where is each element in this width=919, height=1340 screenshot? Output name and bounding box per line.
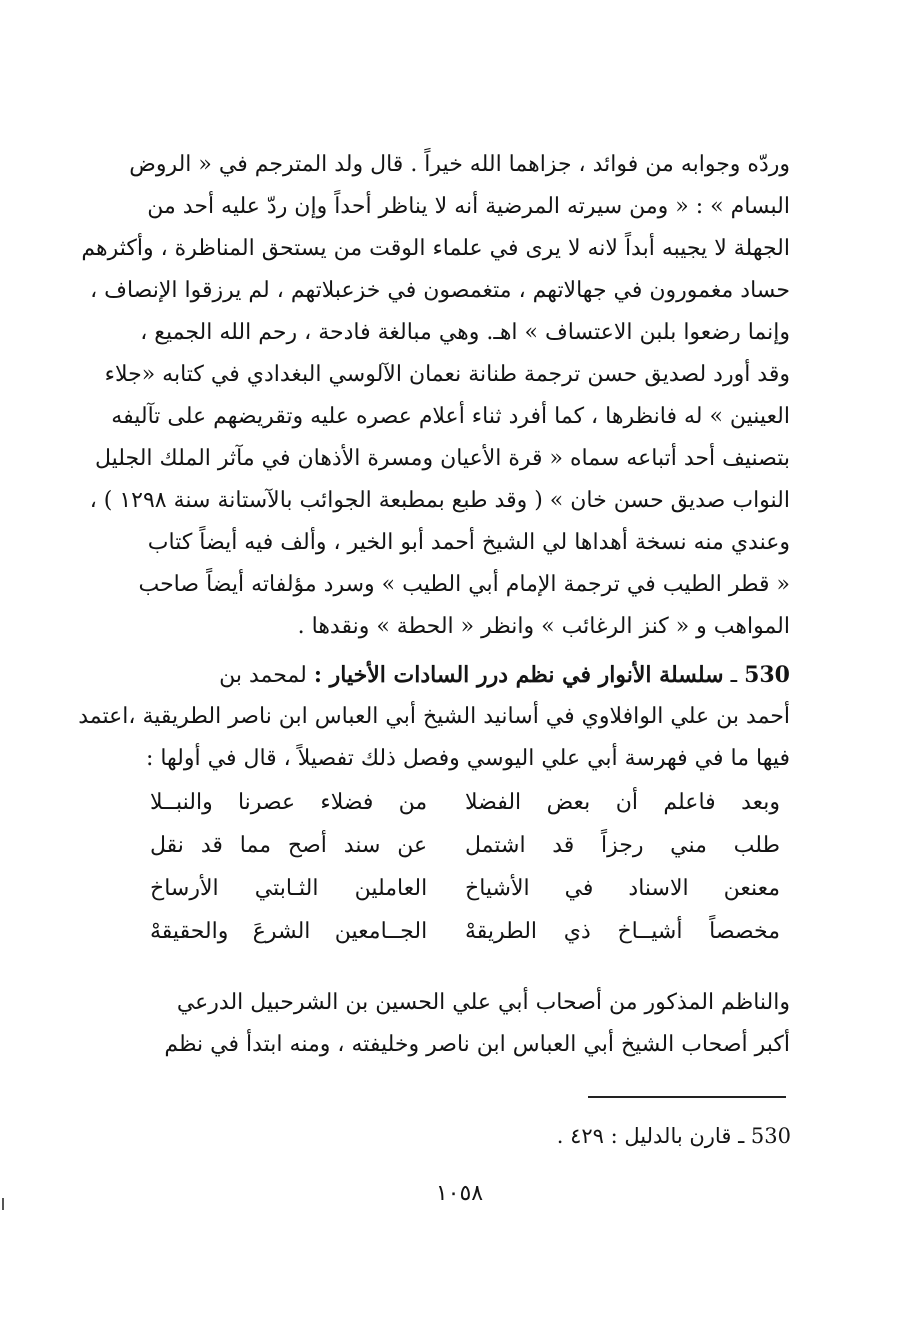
verse-first-hemistich: معنعن الاسناد في الأشياخ bbox=[465, 876, 780, 901]
text-line: وردّه وجوابه من فوائد ، جزاهما الله خيراً . قال ولد المترجم في « الروض bbox=[129, 152, 790, 177]
verse-second-hemistich: الجــامعين الشرعَ والحقيقهْ bbox=[150, 919, 428, 944]
text-line: أحمد بن علي الوافلاوي في أسانيد الشيخ أبي العباس ابن ناصر الطريقية ،اعتمد bbox=[78, 704, 790, 729]
verse-second-hemistich: العاملين الثـابتي الأرساخ bbox=[150, 876, 428, 901]
verse-first-hemistich: مخصصاً أشيــاخ ذي الطريقهْ bbox=[465, 919, 780, 944]
entry-author-start: لمحمد بن bbox=[219, 663, 307, 688]
page-number: ١٠٥٨ bbox=[435, 1181, 484, 1206]
text-line: الجهلة لا يجيبه أبداً لانه لا يرى في علماء الوقت من يستحق المناظرة ، وأكثرهم bbox=[81, 236, 790, 261]
text-line: المواهب و « كنز الرغائب » وانظر « الحطة » ونقدها . bbox=[297, 614, 790, 639]
text-line: فيها ما في فهرسة أبي علي اليوسي وفصل ذلك تفصيلاً ، قال في أولها : bbox=[145, 746, 790, 771]
verse-second-hemistich: من فضلاء عصرنا والنبــلا bbox=[150, 790, 428, 815]
entry-heading-line bbox=[128, 654, 790, 696]
poem-verse bbox=[150, 867, 780, 910]
entry-title: سلسلة الأنوار في نظم درر السادات الأخيار : bbox=[313, 662, 724, 688]
text-line: بتصنيف أحد أتباعه سماه « قرة الأعيان ومسرة الأذهان في مآثر الملك الجليل bbox=[94, 446, 790, 471]
text-line: حساد مغمورون في جهالاتهم ، متغمصون في خزعبلاتهم ، لم يرزقوا الإنصاف ، bbox=[90, 278, 790, 303]
footnote-number: 530 bbox=[750, 1124, 791, 1148]
text-line: العينين » له فانظرها ، كما أفرد ثناء أعلام عصره عليه وتقريضهم على تآليفه bbox=[111, 404, 790, 429]
footnote-dash: ـ bbox=[738, 1124, 745, 1148]
poem-verse bbox=[150, 910, 780, 953]
poem-verse bbox=[150, 824, 780, 867]
footnote-divider bbox=[588, 1096, 786, 1098]
text-line: أكبر أصحاب الشيخ أبي العباس ابن ناصر وخليفته ، ومنه ابتدأ في نظم bbox=[164, 1032, 790, 1057]
verse-first-hemistich: طلب مني رجزاً قد اشتمل bbox=[465, 833, 780, 858]
paragraph-continuation bbox=[81, 144, 790, 648]
text-line: وقد أورد لصديق حسن ترجمة طنانة نعمان الآلوسي البغدادي في كتابه «جلاء bbox=[104, 362, 790, 387]
text-line: والناظم المذكور من أصحاب أبي علي الحسين بن الشرحبيل الدرعي bbox=[176, 990, 790, 1015]
entry-number: 530 bbox=[744, 662, 790, 688]
poem bbox=[150, 781, 780, 953]
scan-edge-mark bbox=[2, 1198, 4, 1210]
text-line: « قطر الطيب في ترجمة الإمام أبي الطيب » وسرد مؤلفاته أيضاً صاحب bbox=[138, 572, 790, 597]
verse-first-hemistich: وبعد فاعلم أن بعض الفضلا bbox=[465, 790, 780, 815]
verse-second-hemistich: عن سند أصح مما قد نقل bbox=[150, 833, 428, 858]
entry-dash: ـ bbox=[730, 663, 738, 688]
text-line: وعندي منه نسخة أهداها لي الشيخ أحمد أبو الخير ، وألف فيه أيضاً كتاب bbox=[147, 530, 790, 555]
footnote bbox=[557, 1118, 791, 1154]
text-line: البسام » : « ومن سيرته المرضية أنه لا يناظر أحداً وإن ردّ عليه أحد من bbox=[147, 194, 790, 219]
text-line: وإنما رضعوا بلبن الاعتساف » اهـ. وهي مبالغة فادحة ، رحم الله الجميع ، bbox=[140, 320, 790, 345]
footnote-text: قارن بالدليل : ٤٢٩ . bbox=[556, 1124, 732, 1148]
poem-verse bbox=[150, 781, 780, 824]
text-line: النواب صديق حسن خان » ( وقد طبع بمطبعة الجوائب بالآستانة سنة ١٢٩٨ ) ، bbox=[89, 488, 790, 513]
entry-530 bbox=[78, 654, 790, 780]
paragraph-poet bbox=[128, 982, 790, 1066]
